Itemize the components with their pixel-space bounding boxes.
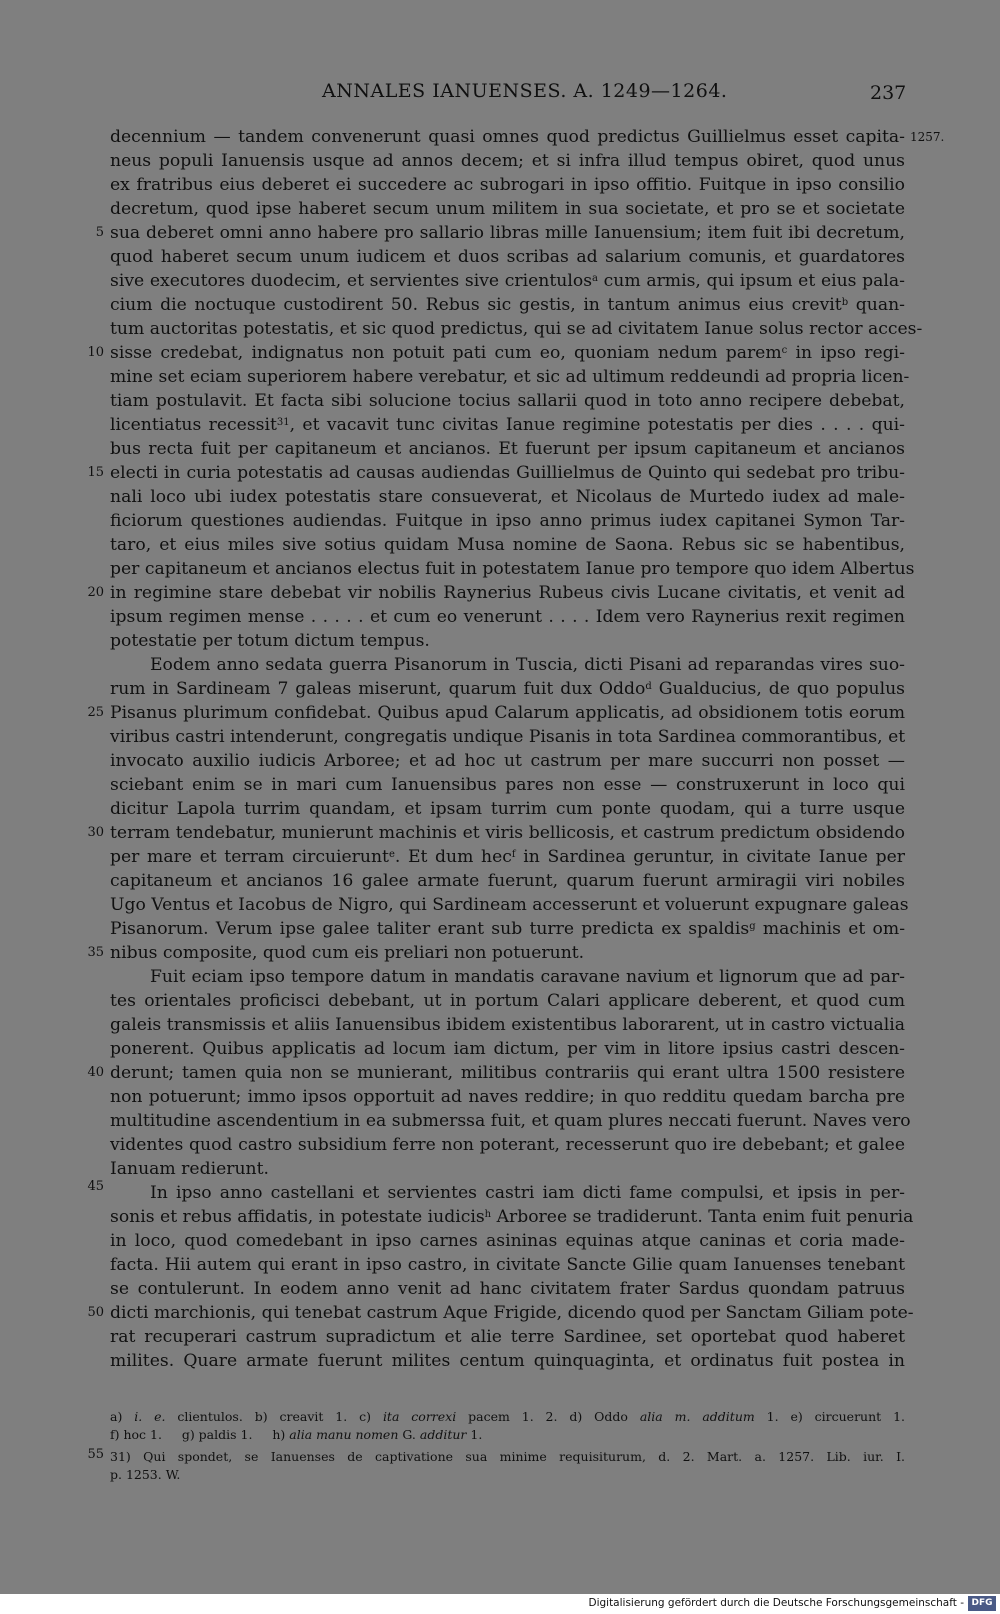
line-number: 25	[87, 705, 104, 720]
page-header	[0, 80, 1000, 110]
text-line: tes orientales proficisci debebant, ut in portum Calari applicare deberent, et quod cum	[110, 991, 905, 1011]
text-line: dicti marchionis, qui tenebat castrum Aque Frigide, dicendo quod per Sanctam Giliam pote-	[110, 1303, 914, 1323]
text-line: Pisanorum. Verum ipse galee taliter erant sub turre predicta ex spaldis$^g$ machinis et om-	[110, 919, 906, 939]
text-line: Ugo Ventus et Iacobus de Nigro, qui Sardineam accesserunt et voluerunt expugnare galeas	[110, 895, 909, 915]
text-line: ipsum regimen mense . . . . . et cum eo venerunt . . . . Idem vero Raynerius rexit regimen	[110, 607, 905, 627]
line-number: 50	[87, 1305, 104, 1320]
text-line: mine set eciam superiorem habere verebatur, et sic ad ultimum reddeundi ad propria licen-	[110, 367, 910, 387]
text-line: per capitaneum et ancianos electus fuit in potestatem Ianue pro tempore quo idem Albertus	[110, 559, 915, 579]
text-line: invocato auxilio iudicis Arboree; et ad hoc ut castrum per mare succurri non posset —	[110, 751, 905, 771]
text-line: Ianuam redierunt.	[110, 1159, 269, 1179]
line-number: 15	[87, 465, 104, 480]
text-line: decennium — tandem convenerunt quasi omnes quod predictus Guillielmus esset capita-	[110, 127, 905, 147]
text-line: tiam postulavit. Et facta sibi solucione tocius sallarii quod in toto anno recipere debebat,	[110, 391, 905, 411]
text-line: electi in curia potestatis ad causas audiendas Guillielmus de Quinto qui sedebat pro tribu-	[110, 463, 905, 483]
text-line: nibus composite, quod cum eis preliari non potuerunt.	[110, 943, 585, 963]
line-number: 20	[87, 585, 104, 600]
text-line: In ipso anno castellani et servientes castri iam dicti fame compulsi, et ipsis in per-	[150, 1183, 905, 1203]
text-line: taro, et eius miles sive sotius quidam Musa nomine de Saona. Rebus sic se habentibus,	[110, 535, 905, 555]
line-number: 5	[95, 225, 104, 240]
page-number: 237	[870, 82, 907, 104]
text-line: dicitur Lapola turrim quandam, et ipsam turrim cum ponte quodam, qui a turre usque	[110, 799, 905, 819]
footnote-line: f) hoc 1. g) paldis 1. h) alia manu nomen G. additur 1.	[110, 1427, 483, 1442]
text-line: rat recuperari castrum supradictum et alie terre Sardinee, set oportebat quod haberet	[110, 1327, 905, 1347]
line-number: 40	[87, 1065, 104, 1080]
footnote-31: 31) Qui spondet, se Ianuenses de captivatione sua minime requisiturum, d. 2. Mart. a. 1257. Lib. iur. I.	[110, 1449, 905, 1464]
text-line: galeis transmissis et aliis Ianuensibus ibidem existentibus laborarent, ut in castro victualia	[110, 1015, 905, 1035]
text-line: licentiatus recessit$^{31}$, et vacavit tunc civitas Ianue regimine potestatis per dies . . . . qui-	[110, 415, 905, 435]
line-number: 55	[87, 1447, 104, 1462]
text-line: ex fratribus eius deberet ei succedere ac subrogari in ipso offitio. Fuitque in ipso consilio	[110, 175, 905, 195]
text-line: tum auctoritas potestatis, et sic quod predictus, qui se ad civitatem Ianue solus rector acces-	[110, 319, 923, 339]
digitization-footer	[0, 1594, 1000, 1614]
footnote-31-continued: p. 1253. W.	[110, 1467, 181, 1482]
text-line: in loco, quod comedebant in ipso carnes asininas equinas atque caninas et coria made-	[110, 1231, 905, 1251]
text-line: sive executores duodecim, et servientes sive crientulos$^a$ cum armis, qui ipsum et eius pala-	[110, 271, 905, 291]
text-line: per mare et terram circuierunt$^e$. Et dum hec$^f$ in Sardinea geruntur, in civitate Ianue per	[110, 847, 905, 867]
line-number: 30	[87, 825, 104, 840]
text-line: cium die noctuque custodirent 50. Rebus sic gestis, in tantum animus eius crevit$^b$ quan-	[110, 295, 905, 315]
footnote-line: a) i. e. clientulos. b) creavit 1. c) ita correxi pacem 1. 2. d) Oddo alia m. additum 1. e) circuerunt 1.	[110, 1409, 905, 1424]
text-line: multitudine ascendentium in ea submerssa fuit, et quam plures neccati fuerunt. Naves vero	[110, 1111, 911, 1131]
margin-year-note: 1257.	[910, 130, 945, 144]
text-line: bus recta fuit per capitaneum et ancianos. Et fuerunt per ipsum capitaneum et ancianos	[110, 439, 905, 459]
text-line: milites. Quare armate fuerunt milites centum quinquaginta, et ordinatus fuit postea in	[110, 1351, 905, 1371]
text-line: ponerent. Quibus applicatis ad locum iam dictum, per vim in litore ipsius castri descen-	[110, 1039, 905, 1059]
text-line: terram tendebatur, munierunt machinis et viris bellicosis, et castrum predictum obsidendo	[110, 823, 905, 843]
text-line: sciebant enim se in mari cum Ianuensibus pares non esse — construxerunt in loco qui	[110, 775, 905, 795]
text-line: neus populi Ianuensis usque ad annos decem; et si infra illud tempus obiret, quod unus	[110, 151, 905, 171]
line-number: 10	[87, 345, 104, 360]
text-line: decretum, quod ipse haberet secum unum militem in sua societate, et pro se et societate	[110, 199, 905, 219]
dfg-logo: DFG	[968, 1596, 996, 1611]
text-line: non potuerunt; immo ipsos opportuit ad naves reddire; in quo redditu quedam barcha pre	[110, 1087, 905, 1107]
text-line: Fuit eciam ipso tempore datum in mandatis caravane navium et lignorum que ad par-	[150, 967, 905, 987]
line-number: 45	[87, 1179, 104, 1194]
text-line: Eodem anno sedata guerra Pisanorum in Tuscia, dicti Pisani ad reparandas vires suo-	[150, 655, 905, 675]
text-line: ficiorum questiones audiendas. Fuitque in ipso anno primus iudex capitanei Symon Tar-	[110, 511, 905, 531]
funding-credit: Digitalisierung gefördert durch die Deutsche Forschungsgemeinschaft -	[588, 1597, 964, 1609]
text-line: videntes quod castro subsidium ferre non poterant, recesserunt quo ire debebant; et galee	[110, 1135, 905, 1155]
text-line: viribus castri intenderunt, congregatis undique Pisanis in tota Sardinea commorantibus, et	[110, 727, 906, 747]
text-line: quod haberet secum unum iudicem et duos scribas ad salarium comunis, et guardatores	[110, 247, 905, 267]
text-line: derunt; tamen quia non se munierant, militibus contrariis qui erant ultra 1500 resistere	[110, 1063, 905, 1083]
text-line: sua deberet omni anno habere pro sallario libras mille Ianuensium; item fuit ibi decretum,	[110, 223, 905, 243]
line-number: 35	[87, 945, 104, 960]
text-line: sonis et rebus affidatis, in potestate iudicis$^h$ Arboree se tradiderunt. Tanta enim fuit penuria	[110, 1207, 914, 1227]
text-line: sisse credebat, indignatus non potuit pati cum eo, quoniam nedum parem$^c$ in ipso regi-	[110, 343, 905, 363]
text-line: facta. Hii autem qui erant in ipso castro, in civitate Sancte Gilie quam Ianuenses tenebant	[110, 1255, 905, 1275]
text-line: potestatie per totum dictum tempus.	[110, 631, 430, 651]
text-line: nali loco ubi iudex potestatis stare consueverat, et Nicolaus de Murtedo iudex ad male-	[110, 487, 905, 507]
text-line: Pisanus plurimum confidebat. Quibus apud Calarum applicatis, ad obsidionem totis eorum	[110, 703, 905, 723]
text-line: se contulerunt. In eodem anno venit ad hanc civitatem frater Sardus quondam patruus	[110, 1279, 905, 1299]
running-title: ANNALES IANUENSES. A. 1249—1264.	[322, 80, 728, 102]
text-line: in regimine stare debebat vir nobilis Raynerius Rubeus civis Lucane civitatis, et venit ad	[110, 583, 905, 603]
text-line: rum in Sardineam 7 galeas miserunt, quarum fuit dux Oddo$^d$ Gualducius, de quo populus	[110, 679, 905, 699]
text-line: capitaneum et ancianos 16 galee armate fuerunt, quarum fuerunt armiragii viri nobiles	[110, 871, 905, 891]
